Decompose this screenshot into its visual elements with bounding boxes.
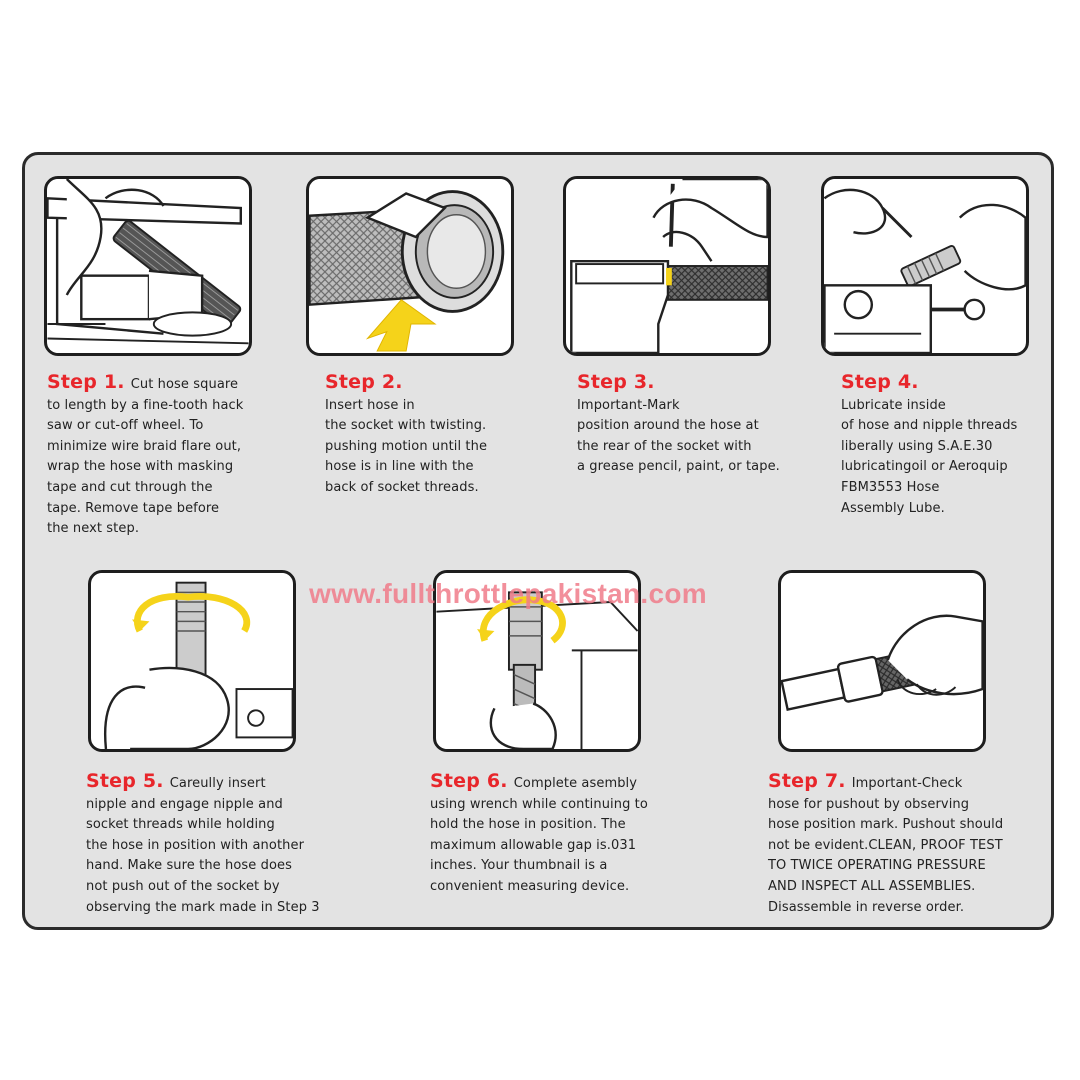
step-body: nipple and engage nipple and socket threads while holding the hose in position with another hand. Make sure the hose does not push out of the socket by observing the mark made in Step 3 [86, 796, 320, 915]
step-7-text [768, 771, 1048, 918]
step-first-line: Complete asembly [513, 776, 638, 791]
check-hose-illustration [781, 573, 983, 749]
step-heading: Step 5. [86, 770, 164, 792]
lubricate-illustration [824, 179, 1026, 353]
step-2-illustration [306, 176, 514, 356]
step-heading: Step 7. [768, 770, 846, 792]
step-first-line: Careully insert [169, 776, 266, 791]
step-3-illustration [563, 176, 771, 356]
step-first-line: Cut hose square [130, 377, 239, 392]
step-body: using wrench while continuing to hold the hose in position. The maximum allowable gap is.031 inches. Your thumbnail is a convenient measuring device. [430, 796, 648, 894]
step-3-text [577, 372, 817, 478]
step-heading: Step 4. [841, 371, 919, 393]
step-1-illustration [44, 176, 252, 356]
hose-socket-illustration [309, 179, 511, 353]
hacksaw-illustration [47, 179, 249, 353]
step-heading: Step 1. [47, 371, 125, 393]
insert-nipple-illustration [91, 573, 293, 749]
step-body: Important-Mark position around the hose at the rear of the socket with a grease pencil, paint, or tape. [577, 397, 780, 475]
marking-illustration [566, 179, 768, 353]
step-body: to length by a fine-tooth hack saw or cut-off wheel. To minimize wire braid flare out, wrap the hose with masking tape and cut through the tape. Remove tape before the next step. [47, 397, 244, 537]
step-1-text [47, 372, 297, 540]
step-body: Insert hose in the socket with twisting. pushing motion until the hose is in line with the back of socket threads. [325, 397, 488, 495]
step-heading: Step 2. [325, 371, 403, 393]
step-heading: Step 6. [430, 770, 508, 792]
step-4-illustration [821, 176, 1029, 356]
step-6-text [430, 771, 700, 898]
step-body: hose for pushout by observing hose position mark. Pushout should not be evident.CLEAN, PROOF TEST TO TWICE OPERATING PRESSURE AND INSPECT ALL ASSEMBLIES. Disassemble in reverse order. [768, 796, 1004, 915]
step-body: Lubricate inside of hose and nipple threads liberally using S.A.E.30 lubricatingoil or Aeroquip FBM3553 Hose Assembly Lube. [841, 397, 1018, 516]
step-first-line: Important-Check [851, 776, 963, 791]
step-4-text [841, 372, 1051, 519]
watermark: www.fullthrottlepakistan.com [309, 578, 707, 609]
step-7-illustration [778, 570, 986, 752]
step-heading: Step 3. [577, 371, 655, 393]
step-5-illustration [88, 570, 296, 752]
step-5-text [86, 771, 376, 918]
step-2-text [325, 372, 545, 499]
